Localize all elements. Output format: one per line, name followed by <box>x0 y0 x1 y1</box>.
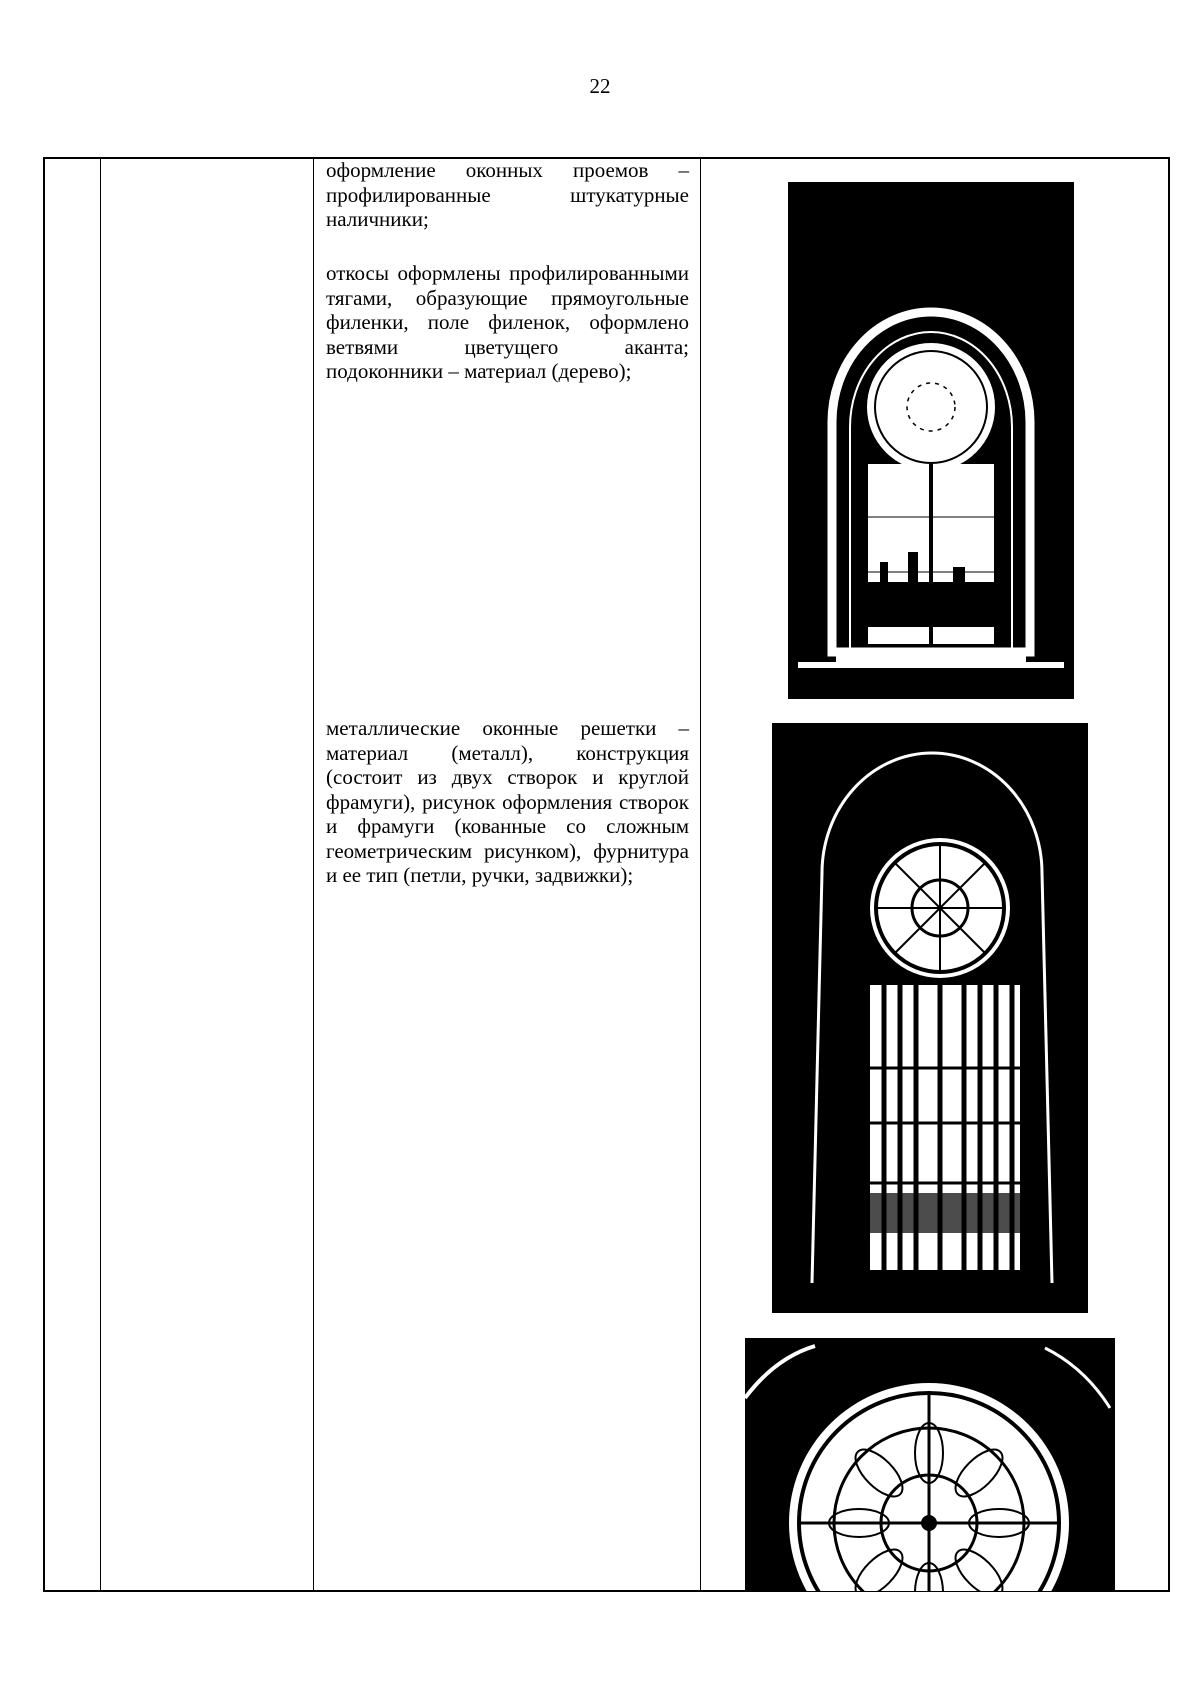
arched-window-photo <box>788 182 1074 699</box>
arched-window-grille-photo <box>772 723 1088 1313</box>
paragraph-window-openings: оформление оконных проемов – профилированные штукатурные наличники; <box>326 158 689 231</box>
paragraph-reveals: откосы оформлены профилированными тягами, образующие прямоугольные филенки, поле филенок, оформлено ветвями цветущего аканта; подоконники – материал (дерево); <box>326 261 689 383</box>
text-block-window-trim <box>326 158 689 232</box>
column-divider-1 <box>100 157 101 1592</box>
page-number: 22 <box>589 74 611 98</box>
column-divider-3 <box>700 157 701 1592</box>
text-block-grilles <box>326 716 689 888</box>
round-transom-rose-window-photo <box>745 1338 1115 1591</box>
text-block-reveals <box>326 261 689 384</box>
column-divider-2 <box>313 157 314 1592</box>
paragraph-metal-grilles: металлические оконные решетки – материал (металл), конструкция (состоит из двух створок и круглой фрамуги), рисунок оформления створок и фрамуги (кованные со сложным геометрическим рисунком), фурнитура и ее тип (петли, ручки, задвижки); <box>326 716 689 887</box>
